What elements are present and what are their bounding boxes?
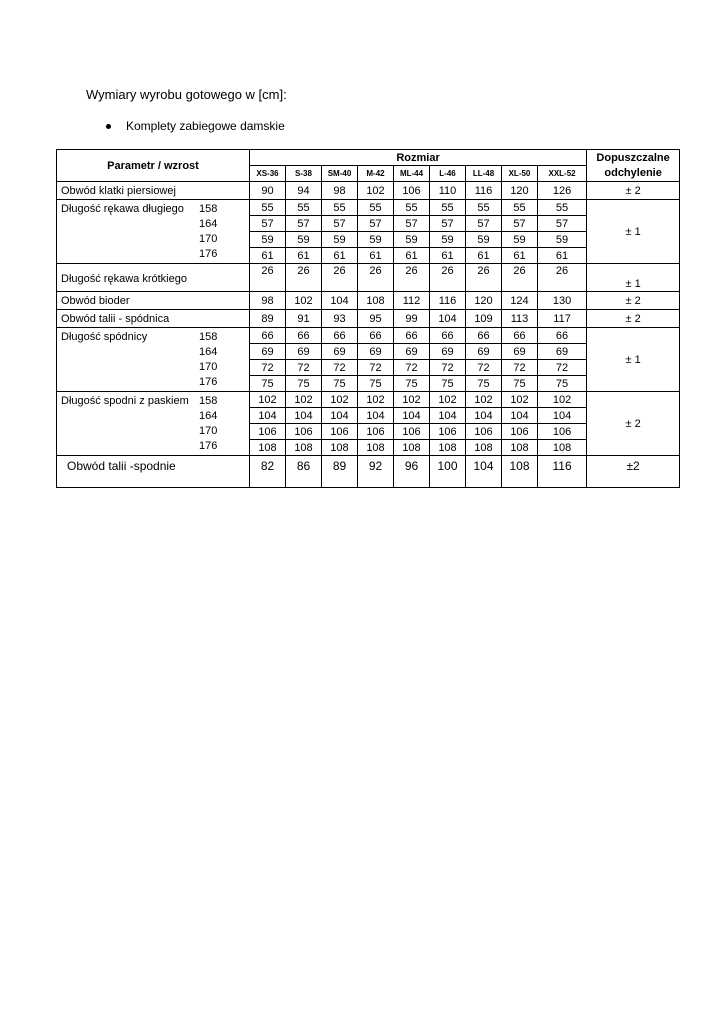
value-cell: 117: [538, 310, 587, 328]
value-cell: 57: [394, 216, 430, 232]
value-cell: 102: [502, 392, 538, 408]
value-cell: 59: [502, 232, 538, 248]
value-cell: 59: [358, 232, 394, 248]
size-group-header: Rozmiar: [250, 150, 587, 166]
value-cell: 110: [430, 182, 466, 200]
value-cell: 26: [430, 264, 466, 292]
value-cell: 102: [286, 292, 322, 310]
value-cell: 55: [466, 200, 502, 216]
value-cell: 72: [502, 360, 538, 376]
size-header-cell: L-46: [430, 166, 466, 182]
value-cell: 102: [394, 392, 430, 408]
value-cell: 108: [538, 440, 587, 456]
height-label: 164: [199, 346, 218, 358]
value-cell: 106: [250, 424, 286, 440]
size-table: [56, 149, 680, 488]
value-cell: 99: [394, 310, 430, 328]
value-cell: 57: [358, 216, 394, 232]
value-cell: 75: [430, 376, 466, 392]
value-cell: 126: [538, 182, 587, 200]
value-cell: 61: [250, 248, 286, 264]
value-cell: 66: [466, 328, 502, 344]
table-row: [57, 328, 680, 344]
value-cell: 55: [250, 200, 286, 216]
value-cell: 130: [538, 292, 587, 310]
value-cell: 104: [286, 408, 322, 424]
size-header-cell: XXL-52: [538, 166, 587, 182]
value-cell: 98: [250, 292, 286, 310]
value-cell: 106: [394, 182, 430, 200]
param-cell: [57, 292, 250, 310]
value-cell: 57: [322, 216, 358, 232]
param-name: Obwód talii -spodnie: [67, 459, 176, 473]
value-cell: 57: [502, 216, 538, 232]
value-cell: 120: [502, 182, 538, 200]
value-cell: 120: [466, 292, 502, 310]
value-cell: 116: [466, 182, 502, 200]
tolerance-header: Dopuszczalne odchylenie: [587, 150, 680, 182]
value-cell: 59: [430, 232, 466, 248]
value-cell: 66: [286, 328, 322, 344]
value-cell: 106: [286, 424, 322, 440]
value-cell: 75: [250, 376, 286, 392]
value-cell: 69: [250, 344, 286, 360]
value-cell: 55: [538, 200, 587, 216]
value-cell: 61: [538, 248, 587, 264]
size-header-cell: M-42: [358, 166, 394, 182]
table-row: [57, 200, 680, 216]
param-cell: [57, 456, 250, 488]
value-cell: 108: [430, 440, 466, 456]
value-cell: 106: [466, 424, 502, 440]
param-header: Parametr / wzrost: [57, 150, 250, 182]
value-cell: 75: [502, 376, 538, 392]
value-cell: 75: [286, 376, 322, 392]
value-cell: 106: [502, 424, 538, 440]
table-row: [57, 456, 680, 488]
value-cell: 102: [538, 392, 587, 408]
value-cell: 26: [286, 264, 322, 292]
height-label: 164: [199, 410, 218, 422]
tolerance-cell: ± 2: [587, 292, 680, 310]
value-cell: 66: [358, 328, 394, 344]
table-row: [57, 392, 680, 408]
value-cell: 108: [502, 456, 538, 488]
param-name: Długość spódnicy: [61, 331, 148, 343]
value-cell: 55: [430, 200, 466, 216]
value-cell: 59: [322, 232, 358, 248]
value-cell: 69: [466, 344, 502, 360]
table-row: [57, 310, 680, 328]
value-cell: 92: [358, 456, 394, 488]
height-label: 170: [199, 425, 218, 437]
value-cell: 69: [358, 344, 394, 360]
value-cell: 61: [430, 248, 466, 264]
bullet-text: Komplety zabiegowe damskie: [126, 119, 285, 133]
value-cell: 61: [358, 248, 394, 264]
value-cell: 104: [466, 456, 502, 488]
value-cell: 72: [394, 360, 430, 376]
value-cell: 108: [502, 440, 538, 456]
value-cell: 59: [466, 232, 502, 248]
size-header-cell: LL-48: [466, 166, 502, 182]
height-label: 158: [199, 203, 218, 215]
value-cell: 104: [322, 408, 358, 424]
value-cell: 69: [430, 344, 466, 360]
tolerance-cell: ± 1: [587, 328, 680, 392]
value-cell: 75: [466, 376, 502, 392]
bullet-dot-icon: [106, 124, 111, 129]
value-cell: 66: [538, 328, 587, 344]
bullet-item: [106, 119, 285, 133]
value-cell: 90: [250, 182, 286, 200]
height-label: 170: [199, 361, 218, 373]
value-cell: 116: [430, 292, 466, 310]
table-row: [57, 182, 680, 200]
value-cell: 55: [502, 200, 538, 216]
value-cell: 104: [502, 408, 538, 424]
value-cell: 96: [394, 456, 430, 488]
value-cell: 66: [394, 328, 430, 344]
value-cell: 66: [250, 328, 286, 344]
value-cell: 104: [430, 408, 466, 424]
size-header-cell: S-38: [286, 166, 322, 182]
value-cell: 91: [286, 310, 322, 328]
value-cell: 26: [250, 264, 286, 292]
value-cell: 61: [286, 248, 322, 264]
value-cell: 108: [250, 440, 286, 456]
table-row: [57, 264, 680, 292]
value-cell: 61: [466, 248, 502, 264]
value-cell: 75: [538, 376, 587, 392]
value-cell: 72: [466, 360, 502, 376]
value-cell: 102: [466, 392, 502, 408]
height-label: 158: [199, 331, 218, 343]
tolerance-cell: ±2: [587, 456, 680, 488]
height-label: 158: [199, 395, 218, 407]
height-label: 170: [199, 233, 218, 245]
value-cell: 59: [250, 232, 286, 248]
value-cell: 69: [322, 344, 358, 360]
value-cell: 69: [538, 344, 587, 360]
param-cell: [57, 392, 250, 456]
value-cell: 66: [430, 328, 466, 344]
param-cell: [57, 182, 250, 200]
size-header-cell: XS-36: [250, 166, 286, 182]
value-cell: 104: [250, 408, 286, 424]
value-cell: 72: [538, 360, 587, 376]
value-cell: 104: [538, 408, 587, 424]
value-cell: 102: [430, 392, 466, 408]
table-row: [57, 292, 680, 310]
height-label: 176: [199, 440, 218, 452]
value-cell: 109: [466, 310, 502, 328]
tolerance-cell: ± 2: [587, 182, 680, 200]
value-cell: 55: [322, 200, 358, 216]
param-name: Obwód bioder: [61, 295, 130, 307]
height-label: 176: [199, 248, 218, 260]
value-cell: 93: [322, 310, 358, 328]
value-cell: 94: [286, 182, 322, 200]
size-header-cell: XL-50: [502, 166, 538, 182]
value-cell: 61: [502, 248, 538, 264]
value-cell: 89: [250, 310, 286, 328]
value-cell: 57: [538, 216, 587, 232]
value-cell: 102: [286, 392, 322, 408]
param-cell: [57, 310, 250, 328]
value-cell: 106: [538, 424, 587, 440]
tolerance-cell: ± 1: [587, 200, 680, 264]
value-cell: 75: [358, 376, 394, 392]
value-cell: 113: [502, 310, 538, 328]
value-cell: 106: [430, 424, 466, 440]
value-cell: 102: [358, 392, 394, 408]
value-cell: 102: [322, 392, 358, 408]
value-cell: 26: [394, 264, 430, 292]
value-cell: 26: [358, 264, 394, 292]
value-cell: 116: [538, 456, 587, 488]
size-header-cell: SM-40: [322, 166, 358, 182]
size-header-cell: ML-44: [394, 166, 430, 182]
param-cell: [57, 328, 250, 392]
value-cell: 72: [286, 360, 322, 376]
value-cell: 108: [286, 440, 322, 456]
value-cell: 55: [394, 200, 430, 216]
value-cell: 26: [322, 264, 358, 292]
value-cell: 112: [394, 292, 430, 310]
value-cell: 104: [394, 408, 430, 424]
value-cell: 104: [358, 408, 394, 424]
value-cell: 57: [250, 216, 286, 232]
param-name: Długość rękawa długiego: [61, 203, 184, 215]
param-cell: [57, 264, 250, 292]
value-cell: 57: [430, 216, 466, 232]
value-cell: 89: [322, 456, 358, 488]
value-cell: 108: [358, 440, 394, 456]
value-cell: 55: [358, 200, 394, 216]
value-cell: 95: [358, 310, 394, 328]
value-cell: 82: [250, 456, 286, 488]
value-cell: 72: [250, 360, 286, 376]
value-cell: 69: [394, 344, 430, 360]
value-cell: 59: [286, 232, 322, 248]
tolerance-cell: ± 2: [587, 392, 680, 456]
value-cell: 106: [358, 424, 394, 440]
value-cell: 59: [394, 232, 430, 248]
param-name: Obwód talii - spódnica: [61, 313, 170, 325]
value-cell: 104: [322, 292, 358, 310]
param-name: Długość rękawa krótkiego: [61, 272, 187, 285]
value-cell: 26: [466, 264, 502, 292]
tolerance-cell: ± 2: [587, 310, 680, 328]
value-cell: 104: [466, 408, 502, 424]
page-heading: Wymiary wyrobu gotowego w [cm]:: [86, 87, 287, 102]
value-cell: 26: [502, 264, 538, 292]
height-label: 176: [199, 376, 218, 388]
param-name: Długość spodni z paskiem: [61, 395, 189, 407]
value-cell: 69: [286, 344, 322, 360]
value-cell: 61: [394, 248, 430, 264]
value-cell: 102: [358, 182, 394, 200]
value-cell: 57: [286, 216, 322, 232]
value-cell: 55: [286, 200, 322, 216]
value-cell: 26: [538, 264, 587, 292]
value-cell: 108: [322, 440, 358, 456]
value-cell: 57: [466, 216, 502, 232]
value-cell: 98: [322, 182, 358, 200]
value-cell: 100: [430, 456, 466, 488]
value-cell: 108: [394, 440, 430, 456]
value-cell: 69: [502, 344, 538, 360]
value-cell: 108: [466, 440, 502, 456]
value-cell: 61: [322, 248, 358, 264]
value-cell: 72: [430, 360, 466, 376]
value-cell: 66: [322, 328, 358, 344]
param-name: Obwód klatki piersiowej: [61, 185, 176, 197]
value-cell: 86: [286, 456, 322, 488]
tolerance-cell: ± 1: [587, 264, 680, 292]
value-cell: 72: [358, 360, 394, 376]
value-cell: 75: [322, 376, 358, 392]
value-cell: 72: [322, 360, 358, 376]
value-cell: 102: [250, 392, 286, 408]
value-cell: 104: [430, 310, 466, 328]
height-label: 164: [199, 218, 218, 230]
value-cell: 108: [358, 292, 394, 310]
value-cell: 106: [322, 424, 358, 440]
value-cell: 75: [394, 376, 430, 392]
param-cell: [57, 200, 250, 264]
value-cell: 124: [502, 292, 538, 310]
value-cell: 106: [394, 424, 430, 440]
value-cell: 59: [538, 232, 587, 248]
value-cell: 66: [502, 328, 538, 344]
